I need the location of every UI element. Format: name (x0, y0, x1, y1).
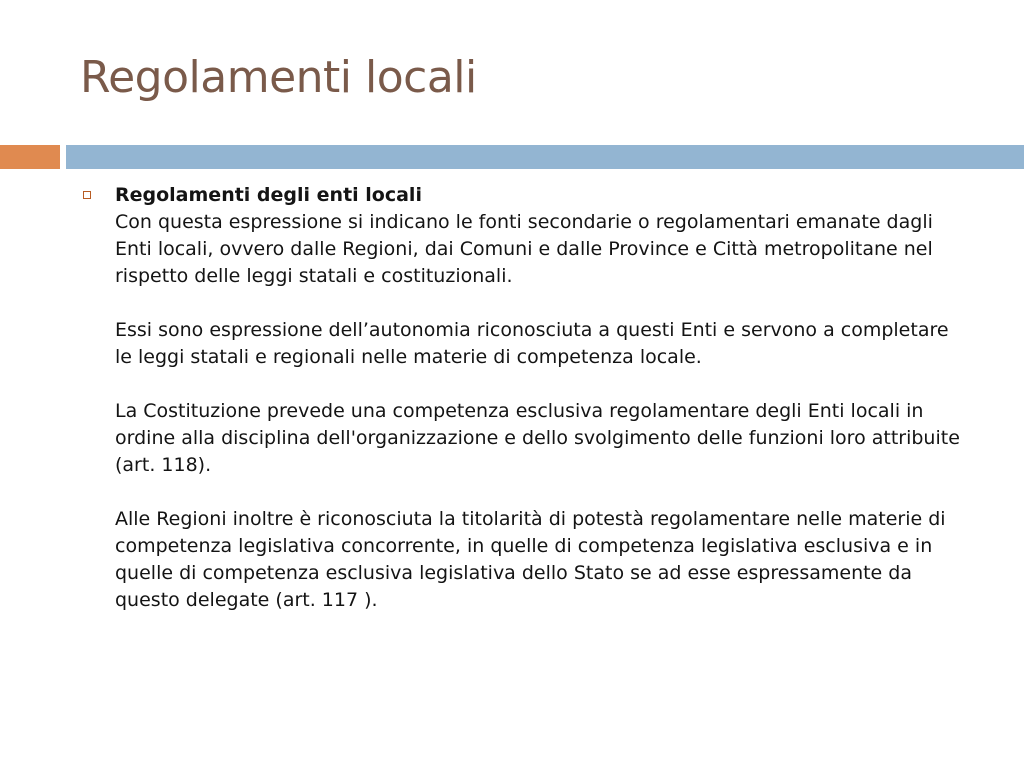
paragraph-regions: Alle Regioni inoltre è riconosciuta la titolarità di potestà regolamentare nelle materie di competenza legislativa concorrente, in quelle di competenza legislativa esclusiva e in quelle di competenza esclusiva legislativa dello Stato se ad esse espressamente da questo delegate (art. 117 ). (115, 508, 946, 611)
bullet-heading: Regolamenti degli enti locali (115, 184, 422, 206)
bullet-body (115, 182, 970, 614)
square-bullet-icon (83, 191, 91, 199)
accent-bar-blue (66, 145, 1024, 169)
slide-content (80, 182, 970, 614)
paragraph-definition: Con questa espressione si indicano le fonti secondarie o regolamentari emanate dagli Enti locali, ovvero dalle Regioni, dai Comuni e dalle Province e Città metropolitane nel rispetto delle leggi statali e costituzionali. (115, 211, 933, 287)
paragraph-autonomy: Essi sono espressione dell’autonomia riconosciuta a questi Enti e servono a completare le leggi statali e regionali nelle materie di competenza locale. (115, 319, 949, 368)
accent-bar-orange (0, 145, 60, 169)
slide-title: Regolamenti locali (80, 52, 477, 103)
paragraph-constitution: La Costituzione prevede una competenza esclusiva regolamentare degli Enti locali in ordine alla disciplina dell'organizzazione e dello svolgimento delle funzioni loro attribuite (art. 118). (115, 400, 960, 476)
